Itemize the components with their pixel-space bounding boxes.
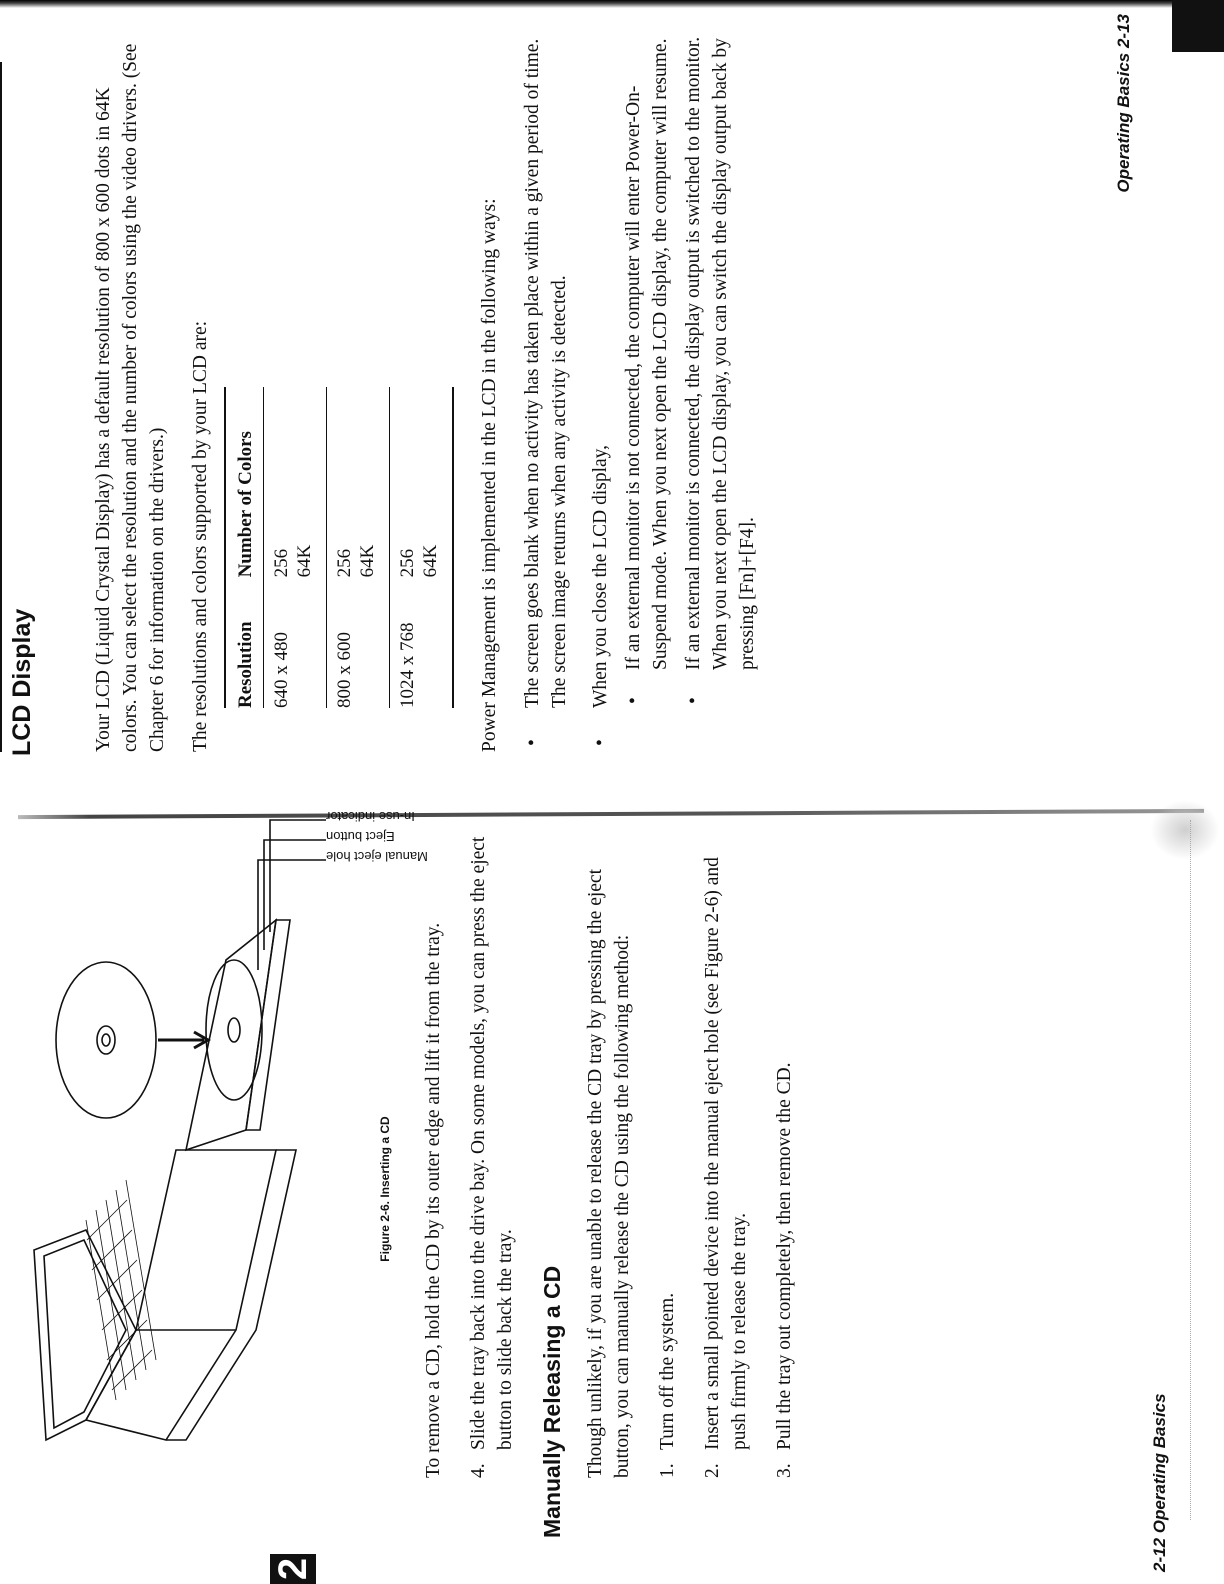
- sub-bullet-text: If an external monitor is not connected, the computer will enter Power-On-Suspend mode. When you next open the LCD display, the computer will resume.: [623, 38, 671, 670]
- table-row: [327, 387, 390, 708]
- resolution-cell: 800 x 600: [327, 577, 390, 708]
- resolution-cell: 640 x 480: [264, 577, 327, 708]
- step-1: [654, 818, 681, 1478]
- bullet-symbol: •: [522, 739, 543, 746]
- bullet-item: [519, 32, 573, 752]
- step-text: Turn off the system.: [657, 1292, 678, 1450]
- lcd-intro-paragraph: Your LCD (Liquid Crystal Display) has a default resolution of 800 x 600 dots in 64K colors. You can select the resolution and the number of colors using the video drivers. (See Chapter 6 for information on the drivers.): [93, 43, 168, 752]
- manual-intro-paragraph: Though unlikely, if you are unable to release the CD tray by pressing the eject button, you can manually release the CD using the following method:: [585, 868, 633, 1478]
- sub-bullet-item: [680, 32, 761, 708]
- left-page-footer: 2-12 Operating Basics: [1150, 1393, 1169, 1572]
- colors-value: 64K: [420, 544, 441, 578]
- colors-cell: [264, 387, 327, 577]
- left-body-text: [420, 818, 798, 1538]
- heading-rule: [0, 62, 2, 752]
- bullet-text: The screen goes blank when no activity has taken place within a given period of time. The screen image returns when any activity is detected.: [522, 38, 570, 708]
- power-management-paragraph: Power Management is implemented in the LCD in the following ways:: [479, 198, 500, 752]
- bullet-symbol: •: [590, 739, 611, 746]
- bullet-item: [587, 32, 761, 752]
- colors-value: 256: [397, 548, 418, 578]
- step-3: [771, 818, 798, 1478]
- table-row: [264, 387, 327, 708]
- colors-value: 256: [271, 548, 292, 578]
- step-number: 4.: [468, 1463, 489, 1478]
- callout-eject-button: Eject button: [326, 829, 395, 844]
- table-row: [390, 387, 454, 708]
- step-4: [465, 818, 519, 1478]
- figure-caption: Figure 2-6. Inserting a CD: [378, 1116, 392, 1262]
- right-body-text: [90, 32, 775, 752]
- column-header-resolution: Resolution: [225, 577, 264, 708]
- colors-value: 256: [334, 548, 355, 578]
- remove-cd-paragraph: To remove a CD, hold the CD by its outer edge and lift it from the tray.: [423, 922, 444, 1478]
- section-heading-lcd-display: LCD Display: [8, 608, 36, 756]
- callout-in-use-indicator: In-use indicator: [326, 809, 415, 824]
- column-header-colors: Number of Colors: [225, 387, 264, 577]
- step-number: 1.: [657, 1463, 678, 1478]
- step-2: [699, 818, 753, 1478]
- table-intro-paragraph: The resolutions and colors supported by your LCD are:: [190, 320, 211, 752]
- colors-value: 64K: [294, 544, 315, 578]
- right-page-footer: Operating Basics 2-13: [1114, 14, 1133, 193]
- step-number: 3.: [774, 1463, 795, 1478]
- left-page: [0, 794, 1224, 1584]
- colors-value: 64K: [357, 544, 378, 578]
- resolution-cell: 1024 x 768: [390, 577, 454, 708]
- resolution-table: [224, 387, 454, 708]
- step-text: Insert a small pointed device into the manual eject hole (see Figure 2-6) and push firmly to release the tray.: [702, 857, 750, 1450]
- bullet-symbol: •: [683, 697, 704, 704]
- bullet-text: When you close the LCD display,: [590, 444, 611, 708]
- step-text: Slide the tray back into the drive bay. On some models, you can press the eject button to slide back the tray.: [468, 836, 516, 1450]
- callout-manual-eject-hole: Manual eject hole: [326, 849, 428, 864]
- step-number: 2.: [702, 1463, 723, 1478]
- colors-cell: [390, 387, 454, 577]
- colors-cell: [327, 387, 390, 577]
- table-header-row: [225, 387, 264, 708]
- step-text: Pull the tray out completely, then remove the CD.: [774, 1062, 795, 1450]
- section-heading-manual-release: Manually Releasing a CD: [539, 1265, 565, 1538]
- left-chapter-tab: 2: [270, 1554, 316, 1584]
- sub-bullet-item: [620, 32, 674, 708]
- sub-bullet-text: If an external monitor is connected, the display output is switched to the monitor. When you next open the LCD display, you can switch the display output back by pressing [Fn]+[F4].: [683, 36, 758, 670]
- bullet-symbol: •: [623, 697, 644, 704]
